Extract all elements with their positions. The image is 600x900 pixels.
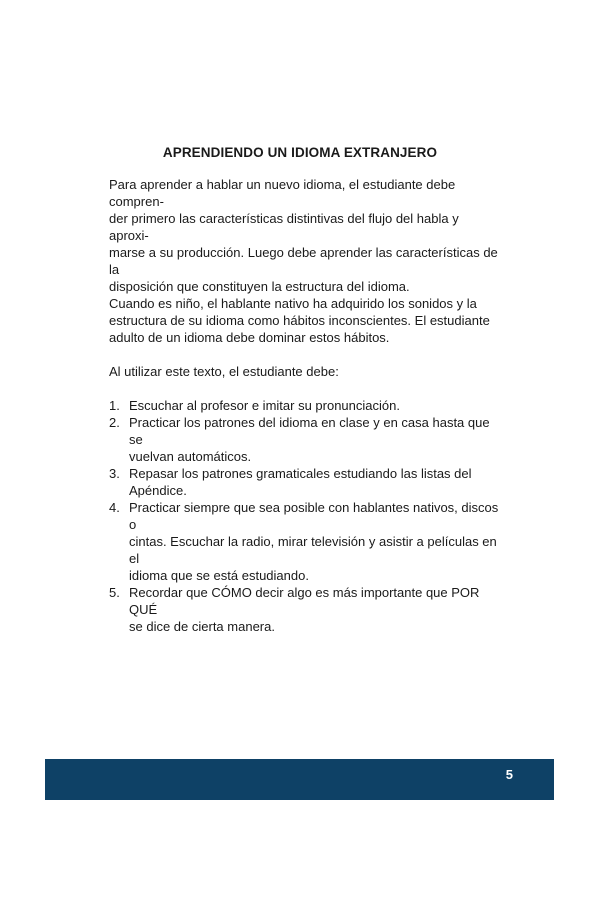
page-number: 5	[505, 767, 513, 782]
list-item-text: Repasar los patrones gramaticales estudiando las listas del Apéndice.	[129, 466, 472, 498]
paragraph-native-speaker: Cuando es niño, el hablante nativo ha adquirido los sonidos y la estructura de su idioma como hábitos inconscientes. El estudiante adulto de un idioma debe dominar estos hábitos.	[109, 296, 490, 345]
paragraph-intro: Para aprender a hablar un nuevo idioma, el estudiante debe compren- der primero las características distintivas del flujo del habla y aproxi- marse a su producción. Luego debe aprender las características de la disposición que constituyen la estructura del idioma.	[109, 177, 498, 294]
body-text	[109, 176, 499, 635]
list-item	[109, 499, 499, 584]
list-item-number: 5.	[109, 585, 120, 600]
list-item-text: Escuchar al profesor e imitar su pronunciación.	[129, 398, 400, 413]
list-item-number: 2.	[109, 415, 120, 430]
list-item	[109, 397, 499, 414]
list-item-text: Recordar que CÓMO decir algo es más importante que POR QUÉ se dice de cierta manera.	[129, 585, 480, 634]
list-intro: Al utilizar este texto, el estudiante debe:	[109, 364, 339, 379]
list-item-text: Practicar los patrones del idioma en clase y en casa hasta que se vuelvan automáticos.	[129, 415, 490, 464]
footer-bar	[45, 759, 554, 800]
list-item	[109, 465, 499, 499]
list-item-number: 1.	[109, 398, 120, 413]
list-item-number: 4.	[109, 500, 120, 515]
list-item	[109, 414, 499, 465]
page-title: APRENDIENDO UN IDIOMA EXTRANJERO	[162, 145, 438, 160]
steps-list	[109, 397, 499, 635]
list-item-number: 3.	[109, 466, 120, 481]
list-item-text: Practicar siempre que sea posible con hablantes nativos, discos o cintas. Escuchar la radio, mirar televisión y asistir a películas en el idioma que se está estudiando.	[129, 500, 499, 583]
list-item	[109, 584, 499, 635]
